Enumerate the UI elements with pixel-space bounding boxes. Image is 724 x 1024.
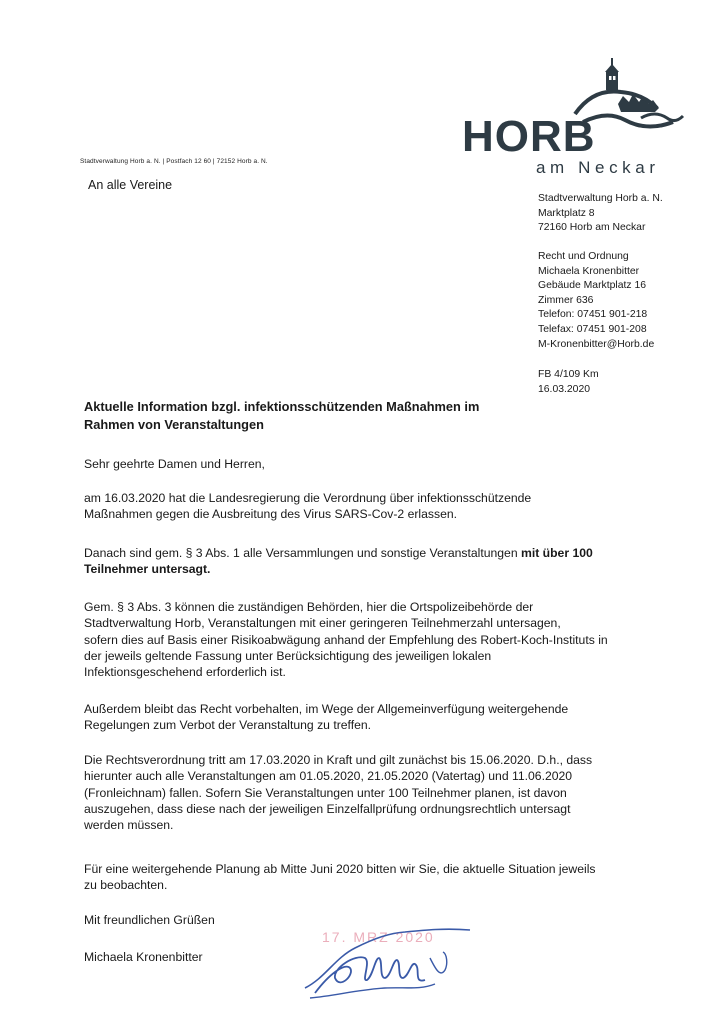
paragraph-1 [84, 490, 644, 523]
text-line: hierunter auch alle Veranstaltungen am 01.05.2020, 21.05.2020 (Vatertag) und 11.06.2020 [84, 769, 573, 784]
room: Zimmer 636 [538, 294, 594, 306]
contact-name: Michaela Kronenbitter [538, 265, 640, 277]
letter-date: 16.03.2020 [538, 383, 591, 395]
phone: Telefon: 07451 901-218 [538, 309, 648, 321]
signature-icon [295, 918, 475, 1008]
sender-return-address: Stadtverwaltung Horb a. N. | Postfach 12 60 | 72152 Horb a. N. [80, 158, 268, 165]
paragraph-6 [84, 861, 644, 894]
recipient: An alle Vereine [88, 178, 173, 192]
text-line: zu beobachten. [84, 878, 168, 893]
text-line: Infektionsgeschehend erforderlich ist. [84, 665, 286, 680]
paragraph-2 [84, 545, 644, 578]
building: Gebäude Marktplatz 16 [538, 280, 647, 292]
text-line: Außerdem bleibt das Recht vorbehalten, im Wege der Allgemeinverfügung weitergehende [84, 702, 569, 716]
logo-subtitle: am Neckar [536, 158, 660, 177]
subject-line [84, 398, 504, 434]
email: M-Kronenbitter@Horb.de [538, 338, 655, 350]
subject-line-2: Rahmen von Veranstaltungen [84, 417, 264, 432]
text-line [84, 545, 644, 561]
text-line: Maßnahmen gegen die Ausbreitung des Virus SARS-Cov-2 erlassen. [84, 507, 458, 522]
text-span: Danach sind gem. § 3 Abs. 1 alle Versammlungen und sonstige Veranstaltungen [84, 546, 521, 560]
paragraph-3 [84, 599, 644, 680]
office-address [538, 192, 663, 236]
fax: Telefax: 07451 901-208 [538, 323, 647, 335]
text-line: werden müssen. [84, 818, 174, 833]
bold-text-line: Teilnehmer untersagt. [84, 562, 211, 577]
text-line: Stadtverwaltung Horb, Veranstaltungen mit einer geringeren Teilnehmerzahl untersagen, [84, 616, 561, 631]
department: Recht und Ordnung [538, 251, 629, 262]
text-line: Regelungen zum Verbot der Veranstaltung zu treffen. [84, 718, 372, 733]
signer-name: Michaela Kronenbitter [84, 950, 203, 964]
address-line: 72160 Horb am Neckar [538, 222, 646, 234]
text-line: Gem. § 3 Abs. 3 können die zuständigen Behörden, hier die Ortspolizeibehörde der [84, 600, 534, 614]
reference-code: FB 4/109 Km [538, 369, 599, 380]
text-line: am 16.03.2020 hat die Landesregierung die Verordnung über infektionsschützende [84, 491, 532, 505]
text-line: (Fronleichnam) fallen. Sofern Sie Veranstaltungen unter 100 Teilnehmer planen, ist davon [84, 785, 567, 800]
closing: Mit freundlichen Grüßen [84, 913, 215, 927]
reference-block [538, 368, 599, 397]
paragraph-5 [84, 752, 644, 833]
bold-text: mit über 100 [521, 546, 593, 560]
text-line: Die Rechtsverordnung tritt am 17.03.2020 in Kraft und gilt zunächst bis 15.06.2020. D.h., dass [84, 753, 593, 767]
salutation: Sehr geehrte Damen und Herren, [84, 457, 265, 471]
subject-line-1: Aktuelle Information bzgl. infektionsschützenden Maßnahmen im [84, 399, 480, 414]
text-line: Für eine weitergehende Planung ab Mitte Juni 2020 bitten wir Sie, die aktuelle Situation jeweils [84, 862, 596, 876]
contact-block [538, 250, 654, 352]
address-line: Stadtverwaltung Horb a. N. [538, 193, 663, 204]
text-line: sofern dies auf Basis einer Risikoabwägung anhand der Empfehlung des Robert-Koch-Instituts in [84, 632, 608, 647]
address-line: Marktplatz 8 [538, 207, 595, 219]
horb-logo [458, 52, 688, 182]
logo-wordmark: HORB [462, 112, 596, 161]
date-stamp: 17. MRZ 2020 [322, 929, 435, 945]
text-line: der jeweils geltende Fassung unter Berücksichtigung des jeweiligen lokalen [84, 648, 492, 663]
paragraph-4 [84, 701, 644, 734]
text-line: auszugehen, dass diese nach der jeweiligen Einzelfallprüfung ordnungsrechtlich untersagt [84, 801, 571, 816]
